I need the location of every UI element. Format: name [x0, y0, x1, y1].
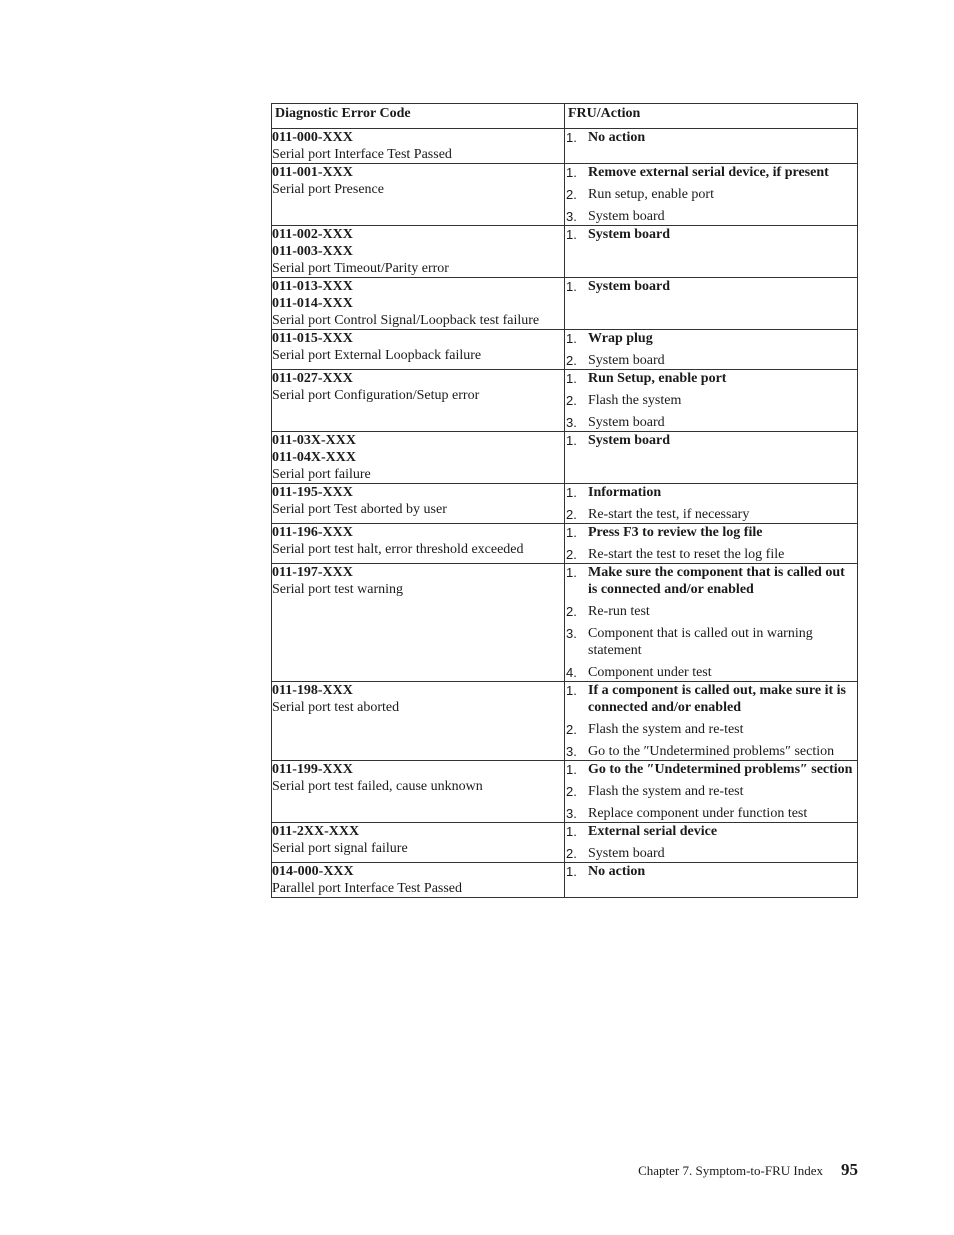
action-item [565, 805, 857, 822]
table-row [272, 129, 858, 164]
action-text: System board [588, 433, 671, 448]
error-description: Serial port Presence [272, 182, 384, 197]
action-item [565, 414, 857, 431]
action-number: 2. [566, 187, 577, 202]
action-text: Replace component under function test [588, 806, 808, 821]
action-number: 2. [566, 547, 577, 562]
action-item [565, 506, 857, 523]
error-code: 011-198-XXX [272, 683, 353, 698]
action-number: 1. [566, 683, 577, 698]
error-code-cell [272, 564, 565, 682]
error-code-cell [272, 823, 565, 863]
action-text: Press F3 to review the log file [588, 525, 763, 540]
action-text: No action [588, 130, 646, 145]
action-number: 4. [566, 665, 577, 680]
action-number: 3. [566, 209, 577, 224]
action-item [565, 546, 857, 563]
table-row [272, 524, 858, 564]
fru-action-cell [565, 823, 858, 863]
action-number: 1. [566, 433, 577, 448]
action-number: 1. [566, 165, 577, 180]
error-description: Serial port Configuration/Setup error [272, 388, 480, 403]
fru-action-cell [565, 432, 858, 484]
action-item [565, 863, 857, 880]
action-item [565, 186, 857, 203]
action-item [565, 352, 857, 369]
action-text: Flash the system and re-test [588, 784, 744, 799]
error-code-cell [272, 432, 565, 484]
fru-action-cell [565, 278, 858, 330]
error-code: 011-013-XXX [272, 279, 353, 294]
action-number: 3. [566, 415, 577, 430]
table-row [272, 484, 858, 524]
error-code: 011-03X-XXX [272, 433, 356, 448]
action-number: 2. [566, 353, 577, 368]
error-code: 011-002-XXX [272, 227, 353, 242]
error-code-cell [272, 370, 565, 432]
action-item [565, 823, 857, 840]
page-number: 95 [841, 1160, 858, 1179]
action-list [565, 129, 857, 146]
error-code-cell [272, 524, 565, 564]
table-header-row [272, 104, 858, 129]
action-item [565, 682, 857, 716]
fru-action-cell [565, 129, 858, 164]
action-item [565, 392, 857, 409]
action-list [565, 164, 857, 225]
action-item [565, 564, 857, 598]
table-row [272, 226, 858, 278]
error-code-cell [272, 278, 565, 330]
fru-action-cell [565, 564, 858, 682]
action-list [565, 370, 857, 431]
table-row [272, 682, 858, 761]
action-item [565, 524, 857, 541]
table-row [272, 863, 858, 898]
action-number: 1. [566, 485, 577, 500]
error-code-cell [272, 682, 565, 761]
action-text: Remove external serial device, if present [588, 165, 829, 180]
error-code: 011-195-XXX [272, 485, 353, 500]
action-text: Go to the ″Undetermined problems″ section [588, 762, 853, 777]
action-text: No action [588, 864, 646, 879]
table-row [272, 164, 858, 226]
action-text: Information [588, 485, 662, 500]
action-text: If a component is called out, make sure it is connected and/or enabled [588, 683, 846, 715]
action-number: 2. [566, 507, 577, 522]
error-code: 011-015-XXX [272, 331, 353, 346]
action-number: 2. [566, 604, 577, 619]
action-text: System board [588, 227, 671, 242]
action-item [565, 845, 857, 862]
action-text: System board [588, 353, 665, 368]
error-description: Serial port Test aborted by user [272, 502, 447, 517]
error-description: Serial port Control Signal/Loopback test failure [272, 313, 540, 328]
fru-action-cell [565, 330, 858, 370]
table-row [272, 761, 858, 823]
error-description: Serial port test halt, error threshold exceeded [272, 542, 524, 557]
error-description: Serial port signal failure [272, 841, 408, 856]
action-number: 3. [566, 806, 577, 821]
action-item [565, 761, 857, 778]
action-text: Flash the system and re-test [588, 722, 744, 737]
fru-action-cell [565, 484, 858, 524]
action-item [565, 226, 857, 243]
error-code-cell [272, 484, 565, 524]
error-code-cell [272, 164, 565, 226]
action-text: Make sure the component that is called out is connected and/or enabled [588, 565, 845, 597]
fru-action-cell [565, 524, 858, 564]
error-description: Serial port Timeout/Parity error [272, 261, 449, 276]
table-row [272, 278, 858, 330]
action-list [565, 682, 857, 760]
action-number: 1. [566, 279, 577, 294]
action-number: 3. [566, 626, 577, 641]
action-number: 1. [566, 762, 577, 777]
action-item [565, 664, 857, 681]
action-text: Run setup, enable port [588, 187, 714, 202]
fru-action-cell [565, 164, 858, 226]
error-description: Serial port External Loopback failure [272, 348, 482, 363]
error-code: 011-196-XXX [272, 525, 353, 540]
action-list [565, 863, 857, 880]
action-number: 1. [566, 331, 577, 346]
action-text: System board [588, 209, 665, 224]
error-code-cell [272, 863, 565, 898]
error-code: 011-001-XXX [272, 165, 353, 180]
error-code: 011-027-XXX [272, 371, 353, 386]
fru-action-cell [565, 863, 858, 898]
action-item [565, 129, 857, 146]
action-item [565, 484, 857, 501]
error-description: Serial port failure [272, 467, 371, 482]
action-number: 1. [566, 525, 577, 540]
error-code: 011-2XX-XXX [272, 824, 360, 839]
error-code-table [271, 103, 858, 898]
action-item [565, 721, 857, 738]
table-row [272, 564, 858, 682]
action-item [565, 625, 857, 659]
action-item [565, 278, 857, 295]
action-text: Go to the ″Undetermined problems″ section [588, 744, 835, 759]
table-row [272, 432, 858, 484]
fru-action-cell [565, 682, 858, 761]
action-text: External serial device [588, 824, 718, 839]
error-description: Parallel port Interface Test Passed [272, 881, 463, 896]
action-text: Run Setup, enable port [588, 371, 727, 386]
fru-action-cell [565, 226, 858, 278]
error-code-cell [272, 226, 565, 278]
action-text: Wrap plug [588, 331, 653, 346]
chapter-title: Chapter 7. Symptom-to-FRU Index [638, 1163, 823, 1178]
action-list [565, 524, 857, 563]
error-code: 011-014-XXX [272, 296, 353, 311]
action-number: 2. [566, 784, 577, 799]
action-number: 1. [566, 371, 577, 386]
action-number: 1. [566, 227, 577, 242]
action-text: Component that is called out in warning statement [588, 626, 813, 658]
action-number: 3. [566, 744, 577, 759]
table-row [272, 823, 858, 863]
fru-action-cell [565, 761, 858, 823]
action-item [565, 743, 857, 760]
action-item [565, 164, 857, 181]
action-list [565, 432, 857, 449]
column-header-action: FRU/Action [565, 104, 858, 129]
error-code: 011-000-XXX [272, 130, 353, 145]
action-text: System board [588, 415, 665, 430]
error-code-cell [272, 129, 565, 164]
action-number: 2. [566, 722, 577, 737]
action-number: 1. [566, 130, 577, 145]
error-description: Serial port test failed, cause unknown [272, 779, 483, 794]
error-description: Serial port Interface Test Passed [272, 147, 452, 162]
action-list [565, 226, 857, 243]
page-footer [638, 1160, 858, 1180]
error-description: Serial port test warning [272, 582, 404, 597]
action-item [565, 208, 857, 225]
action-item [565, 432, 857, 449]
action-list [565, 823, 857, 862]
table-row [272, 370, 858, 432]
action-number: 2. [566, 393, 577, 408]
action-text: Re-run test [588, 604, 650, 619]
action-text: System board [588, 846, 665, 861]
action-number: 1. [566, 824, 577, 839]
action-text: Flash the system [588, 393, 682, 408]
error-description: Serial port test aborted [272, 700, 400, 715]
action-item [565, 370, 857, 387]
action-item [565, 783, 857, 800]
action-list [565, 278, 857, 295]
column-header-code: Diagnostic Error Code [272, 104, 565, 129]
action-list [565, 564, 857, 681]
error-code: 011-199-XXX [272, 762, 353, 777]
error-code: 014-000-XXX [272, 864, 354, 879]
action-text: Component under test [588, 665, 712, 680]
action-list [565, 761, 857, 822]
action-item [565, 603, 857, 620]
action-item [565, 330, 857, 347]
error-code: 011-04X-XXX [272, 450, 356, 465]
fru-action-cell [565, 370, 858, 432]
action-number: 2. [566, 846, 577, 861]
action-list [565, 330, 857, 369]
error-code: 011-197-XXX [272, 565, 353, 580]
error-code-cell [272, 330, 565, 370]
action-number: 1. [566, 565, 577, 580]
action-text: Re-start the test, if necessary [588, 507, 750, 522]
action-text: System board [588, 279, 671, 294]
error-code: 011-003-XXX [272, 244, 353, 259]
error-code-cell [272, 761, 565, 823]
action-number: 1. [566, 864, 577, 879]
action-text: Re-start the test to reset the log file [588, 547, 785, 562]
table-row [272, 330, 858, 370]
action-list [565, 484, 857, 523]
